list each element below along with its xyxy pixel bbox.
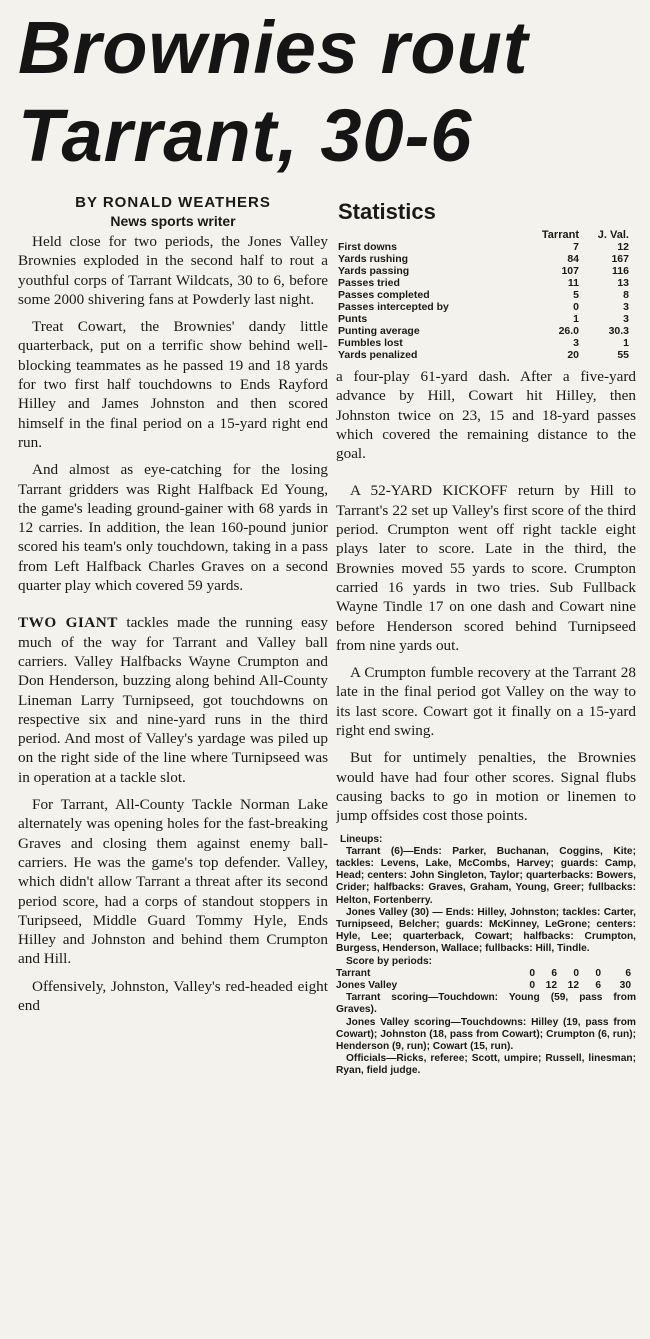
statistics-label: Punts <box>338 313 368 325</box>
statistics-table <box>336 229 631 361</box>
statistics-label: Yards rushing <box>338 253 409 265</box>
score-period-4: 0 <box>595 967 601 979</box>
article-paragraph: And almost as eye-catching for the losing Tarrant gridders was Right Halfback Ed Young, the game's leading ground-gainer with 68 yards in 12 carries. In addition, the lean 160-pound junior scored his team's only touchdown, taking in a pass from Left Halfback Charles Graves on a second quarter play which covered 59 yards. <box>18 461 328 595</box>
statistics-header-tarrant: Tarrant <box>541 229 579 241</box>
statistics-row <box>336 265 631 277</box>
statistics-jval: 12 <box>617 241 629 253</box>
score-heading: Score by periods: <box>346 955 433 967</box>
article-paragraph: a four-play 61-yard dash. After a five-yard advance by Hill, Cowart hit Hilley, then Johnston twice on 23, 15 and 18-yard passes which covered the remaining distance to the goal. <box>336 368 636 463</box>
statistics-row <box>336 253 631 265</box>
score-period-2: 12 <box>545 979 557 991</box>
statistics-tarrant: 3 <box>573 337 579 349</box>
statistics-jval: 55 <box>617 349 629 361</box>
article-paragraph: A Crumpton fumble recovery at the Tarrant 28 late in the final period got Valley on the way to its last score. Cowart got it finally on a 15-yard right end swing. <box>336 664 636 740</box>
score-team: Tarrant <box>336 967 371 979</box>
statistics-row <box>336 301 631 313</box>
statistics-row <box>336 325 631 337</box>
score-period-1: 0 <box>529 979 535 991</box>
lineup-jones-valley: Jones Valley (30) — Ends: Hilley, Johnston; tackles: Carter, Turnipseed, Belcher; guards: McKinney, LeGrone; centers: Hyle, Lee; quarterback, Cowart; halfbacks: Crumpton, Burgess, Henderson, Wallace; fullbacks: Hill, Tindle. <box>336 906 636 955</box>
article-paragraph: But for untimely penalties, the Brownies would have had four other scores. Signal flubs causing backs to go in motion or linemen to jump offsides cost those points. <box>336 749 636 825</box>
statistics-row <box>336 277 631 289</box>
statistics-jval: 30.3 <box>608 325 629 337</box>
statistics-row <box>336 313 631 325</box>
statistics-label: Fumbles lost <box>338 337 403 349</box>
article-paragraph: A 52-YARD KICKOFF return by Hill to Tarrant's 22 set up Valley's first score of the third period. Crumpton went off right tackle eight plays later to score. Late in the third, the Brownies moved 55 yards to score. Crumpton carried 16 yards in two tries. Sub Fullback Wayne Tindle 17 on one dash and Cowart nine before Henderson scored behind Turnipseed from nine yards out. <box>336 482 636 654</box>
statistics-jval: 167 <box>611 253 629 265</box>
statistics-tarrant: 11 <box>567 277 579 289</box>
statistics-row <box>336 349 631 361</box>
left-column <box>18 193 328 1339</box>
article-paragraph: Treat Cowart, the Brownies' dandy little quarterback, put on a terrific show behind well-blocking teammates as he passed 19 and 18 yards for two first half touchdowns to Ends Rayford Hilley and James Johnston and then scored himself in the final period on a 15-yard right end run. <box>18 318 328 451</box>
byline: BY RONALD WEATHERS <box>75 194 271 211</box>
score-period-2: 6 <box>551 967 557 979</box>
tarrant-scoring: Tarrant scoring—Touchdown: Young (59, pass from Graves). <box>336 992 636 1016</box>
statistics-label: First downs <box>338 241 397 253</box>
statistics-row <box>336 289 631 301</box>
statistics-jval: 116 <box>612 265 629 277</box>
score-period-3: 12 <box>567 979 579 991</box>
statistics-tarrant: 84 <box>567 253 579 265</box>
article-paragraph <box>18 613 328 787</box>
statistics-label: Passes tried <box>338 277 400 289</box>
score-total: 30 <box>619 979 631 991</box>
statistics-tarrant: 5 <box>573 289 579 301</box>
article-paragraph: For Tarrant, All-County Tackle Norman Lake alternately was opening holes for the fast-breaking Graves and closing them against enemy ball-carriers. He was the game's top defender. Valley, which didn't allow Tarrant a threat after its second period score, had a corps of standout stoppers in Turipseed, Middle Guard Tommy Hyle, Ends Hilley and Johnston and behind them Crumpton and Hill. <box>18 796 328 968</box>
statistics-header-jval: J. Val. <box>597 229 629 241</box>
article-paragraph: Held close for two periods, the Jones Valley Brownies exploded in the second half to rout a youthful corps of Tarrant Wildcats, 30 to 6, before some 2000 shivering fans at Powderly last night. <box>18 233 328 308</box>
headline-line-2: Tarrant, 30-6 <box>18 94 473 177</box>
statistics-header-label <box>336 229 531 241</box>
right-column <box>336 193 636 1339</box>
score-row <box>336 968 631 980</box>
statistics-label: Yards passing <box>338 265 410 277</box>
statistics-tarrant: 20 <box>567 349 579 361</box>
lineup-tarrant: Tarrant (6)—Ends: Parker, Buchanan, Coggins, Kite; tackles: Levens, Lake, McCombs, Harvey; guards: Camp, Head; centers: John Singleton, Taylor; quarterbacks: Bowers, Crider; halfbacks: Graves, Graham, Young, Greer; fullbacks: Helton, Fortenberry. <box>336 845 636 906</box>
officials: Officials—Ricks, referee; Scott, umpire; Russell, linesman; Ryan, field judge. <box>336 1053 636 1077</box>
score-period-3: 0 <box>573 967 579 979</box>
statistics-label: Punting average <box>338 325 420 337</box>
statistics-jval: 8 <box>623 289 629 301</box>
jones-valley-scoring: Jones Valley scoring—Touchdowns: Hilley (19, pass from Cowart); Johnston (18, pass from Cowart); Crumpton (6, run); Henderson (9, run); Cowart (15, run). <box>336 1016 636 1052</box>
statistics-jval: 3 <box>623 301 629 313</box>
score-period-4: 6 <box>595 979 601 991</box>
score-by-periods-table <box>336 968 631 992</box>
byline-title: News sports writer <box>110 213 236 229</box>
statistics-row <box>336 337 631 349</box>
statistics-jval: 13 <box>617 277 629 289</box>
statistics-label: Passes intercepted by <box>338 301 449 313</box>
statistics-tarrant: 1 <box>573 313 579 325</box>
statistics-row <box>336 241 631 253</box>
paragraph-lead-caps: TWO GIANT <box>18 614 118 632</box>
statistics-header-row <box>336 229 631 241</box>
paragraph-body: tackles made the running easy much of the way for Tarrant and Valley ball carriers. Valley Halfbacks Wayne Crumpton and Don Henderson, buzzing along behind All-County Lineman Larry Turnipseed, got touchdowns on respective six and nine-yard runs in the third period. And most of Valley's yardage was piled up on the right side of the line where Turnipseed was in operation at a tackle slot. <box>18 614 328 786</box>
headline-line-1: Brownies rout <box>18 6 529 89</box>
statistics-tarrant: 107 <box>561 265 579 277</box>
statistics-tarrant: 7 <box>573 241 579 253</box>
statistics-jval: 3 <box>623 313 629 325</box>
statistics-jval: 1 <box>623 337 629 349</box>
score-total: 6 <box>625 967 631 979</box>
statistics-label: Passes completed <box>338 289 430 301</box>
lineups-heading: Lineups: <box>340 833 383 845</box>
score-team: Jones Valley <box>336 979 398 991</box>
score-period-1: 0 <box>529 967 535 979</box>
statistics-tarrant: 26.0 <box>558 325 579 337</box>
statistics-label: Yards penalized <box>338 349 418 361</box>
score-row <box>336 980 631 992</box>
statistics-title: Statistics <box>338 199 436 224</box>
statistics-tarrant: 0 <box>573 301 579 313</box>
article-paragraph: Offensively, Johnston, Valley's red-headed eight end <box>18 977 328 1014</box>
headline <box>18 4 638 180</box>
